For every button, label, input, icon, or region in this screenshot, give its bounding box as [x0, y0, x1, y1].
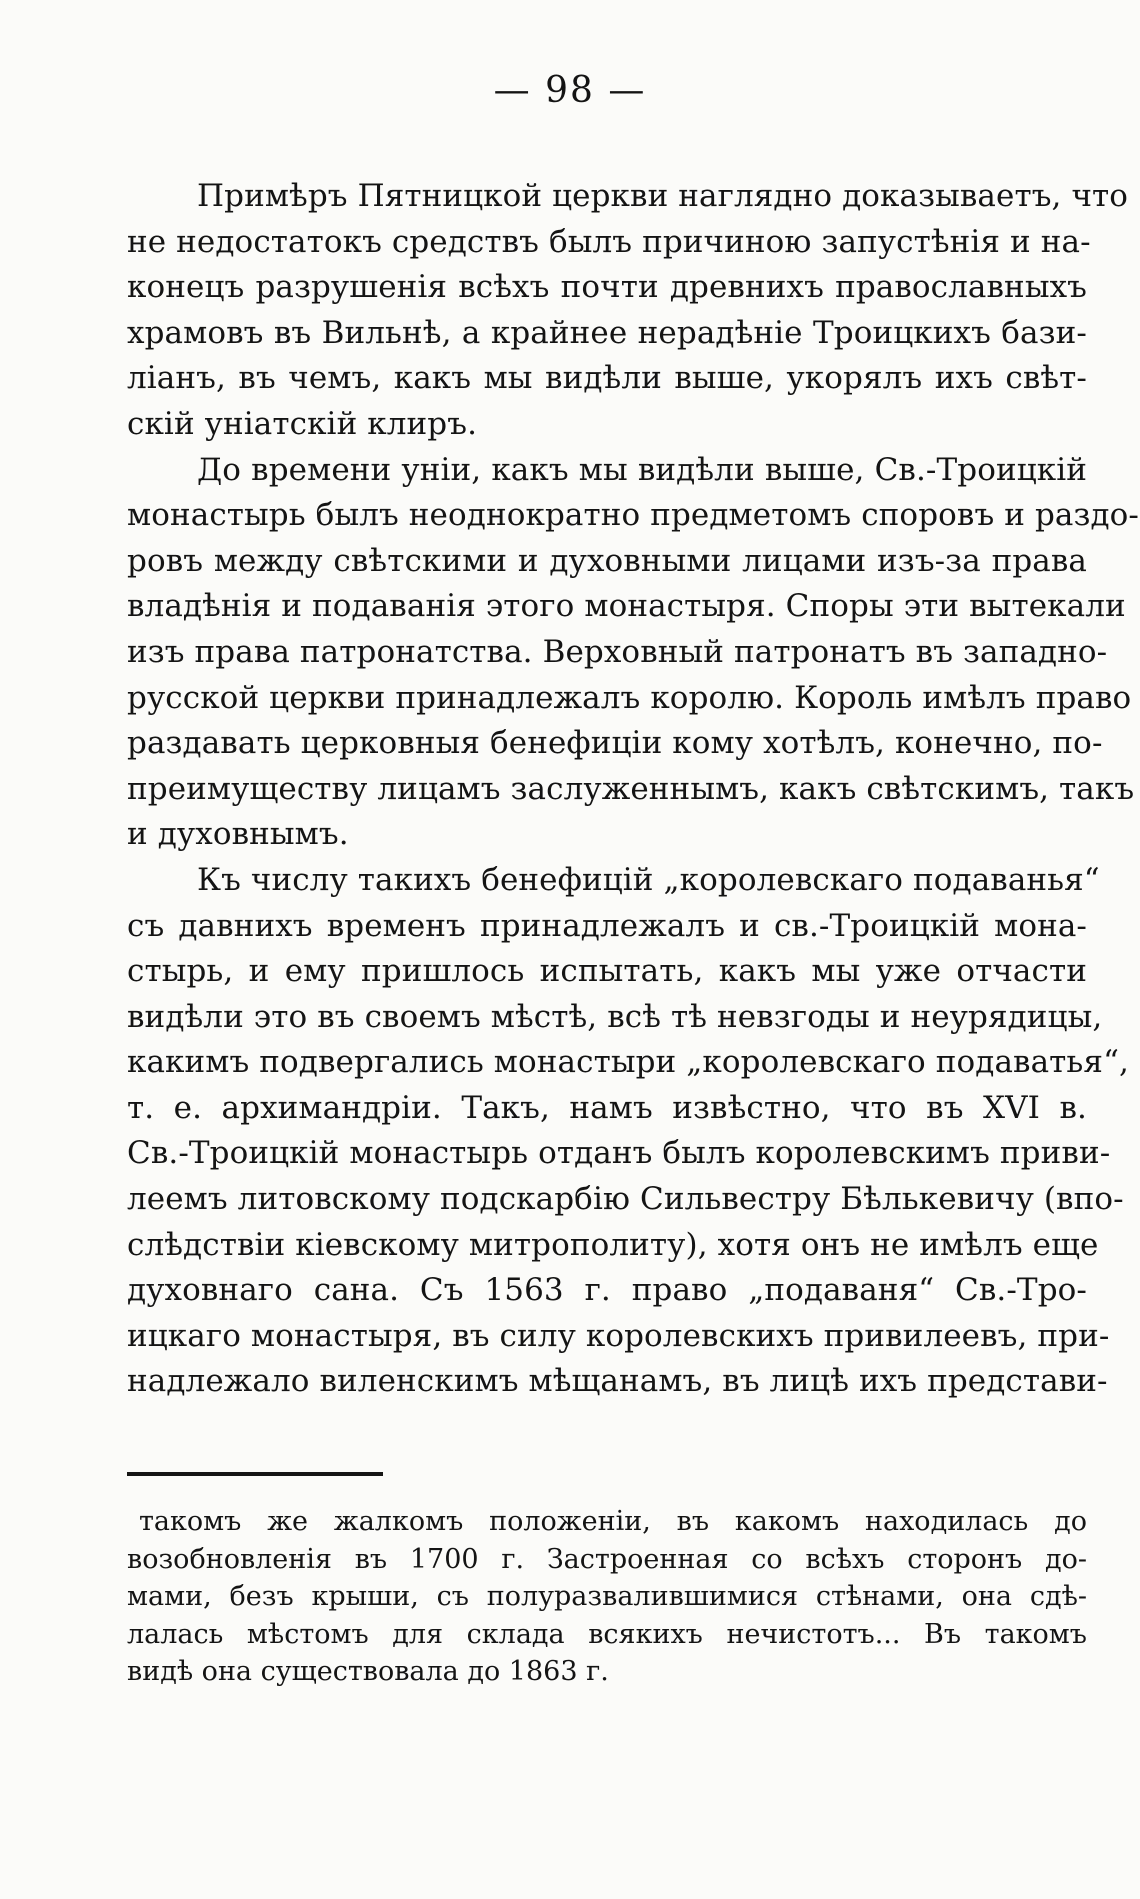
footnote	[127, 1503, 1087, 1691]
text-line: какимъ подвергались монастыри „королевскаго подаватья“,	[127, 1044, 1129, 1081]
text-line: ровъ между свѣтскими и духовными лицами изъ-за права	[127, 542, 1087, 579]
main-text	[127, 174, 1140, 1405]
text-line: Св.-Троицкій монастырь отданъ былъ королевскимъ приви-	[127, 1135, 1111, 1172]
text-line: т. е. архимандріи. Такъ, намъ извѣстно, что въ XVI в.	[127, 1089, 1087, 1126]
text-line: преимуществу лицамъ заслуженнымъ, какъ свѣтскимъ, такъ	[127, 770, 1135, 807]
text-line: изъ права патронатства. Верховный патронатъ въ западно-	[127, 633, 1108, 670]
text-line: владѣнія и подаванія этого монастыря. Споры эти вытекали	[127, 588, 1126, 625]
page-number: — 98 —	[493, 70, 647, 111]
text-line: надлежало виленскимъ мѣщанамъ, въ лицѣ ихъ представи-	[127, 1363, 1108, 1400]
text-line: не недостатокъ средствъ былъ причиною запустѣнія и на-	[127, 223, 1091, 260]
text-line: Къ числу такихъ бенефицій „королевскаго подаванья“	[197, 861, 1100, 898]
footnote-line: мами, безъ крыши, съ полуразвалившимися стѣнами, она сдѣ-	[127, 1581, 1087, 1612]
footnote-line: такомъ же жалкомъ положеніи, въ какомъ находилась до	[139, 1506, 1087, 1537]
text-line: храмовъ въ Вильнѣ, а крайнее нерадѣніе Троицкихъ бази-	[127, 314, 1087, 351]
footnote-line: возобновленія въ 1700 г. Застроенная со всѣхъ сторонъ до-	[127, 1543, 1087, 1575]
text-line: конецъ разрушенія всѣхъ почти древнихъ православныхъ	[127, 269, 1087, 306]
text-line: ліанъ, въ чемъ, какъ мы видѣли выше, укорялъ ихъ свѣт-	[127, 360, 1087, 397]
paragraph-3	[127, 858, 1129, 1405]
text-line: слѣдствіи кіевскому митрополиту), хотя онъ не имѣлъ еще	[127, 1226, 1099, 1263]
text-line: ицкаго монастыря, въ силу королевскихъ привилеевъ, при-	[127, 1317, 1110, 1354]
text-line: раздавать церковныя бенефиціи кому хотѣлъ, конечно, по-	[127, 725, 1103, 762]
paragraph-2	[127, 448, 1140, 858]
footnote-line: видѣ она существовала до 1863 г.	[127, 1656, 609, 1687]
text-line: леемъ литовскому подскарбію Сильвестру Бѣлькевичу (впо-	[127, 1181, 1124, 1218]
text-line: скій уніатскій клиръ.	[127, 405, 478, 442]
text-line: Примѣръ Пятницкой церкви наглядно доказываетъ, что	[197, 178, 1129, 214]
text-line: монастырь былъ неоднократно предметомъ споровъ и раздо-	[127, 497, 1140, 534]
text-line: и духовнымъ.	[127, 816, 349, 853]
text-line: видѣли это въ своемъ мѣстѣ, всѣ тѣ невзгоды и неурядицы,	[127, 998, 1103, 1035]
text-line: съ давнихъ временъ принадлежалъ и св.-Троицкій мона-	[127, 907, 1087, 944]
text-line: духовнаго сана. Съ 1563 г. право „подаваня“ Св.-Тро-	[127, 1272, 1087, 1309]
footnote-divider	[127, 1472, 383, 1476]
footnote-line: лалась мѣстомъ для склада всякихъ нечистотъ... Въ такомъ	[127, 1618, 1087, 1650]
paragraph-1	[127, 174, 1129, 448]
text-line: русской церкви принадлежалъ королю. Король имѣлъ право	[127, 679, 1132, 716]
text-line: До времени уніи, какъ мы видѣли выше, Св.-Троицкій	[197, 451, 1087, 488]
text-line: стырь, и ему пришлось испытать, какъ мы уже отчасти	[127, 953, 1087, 990]
